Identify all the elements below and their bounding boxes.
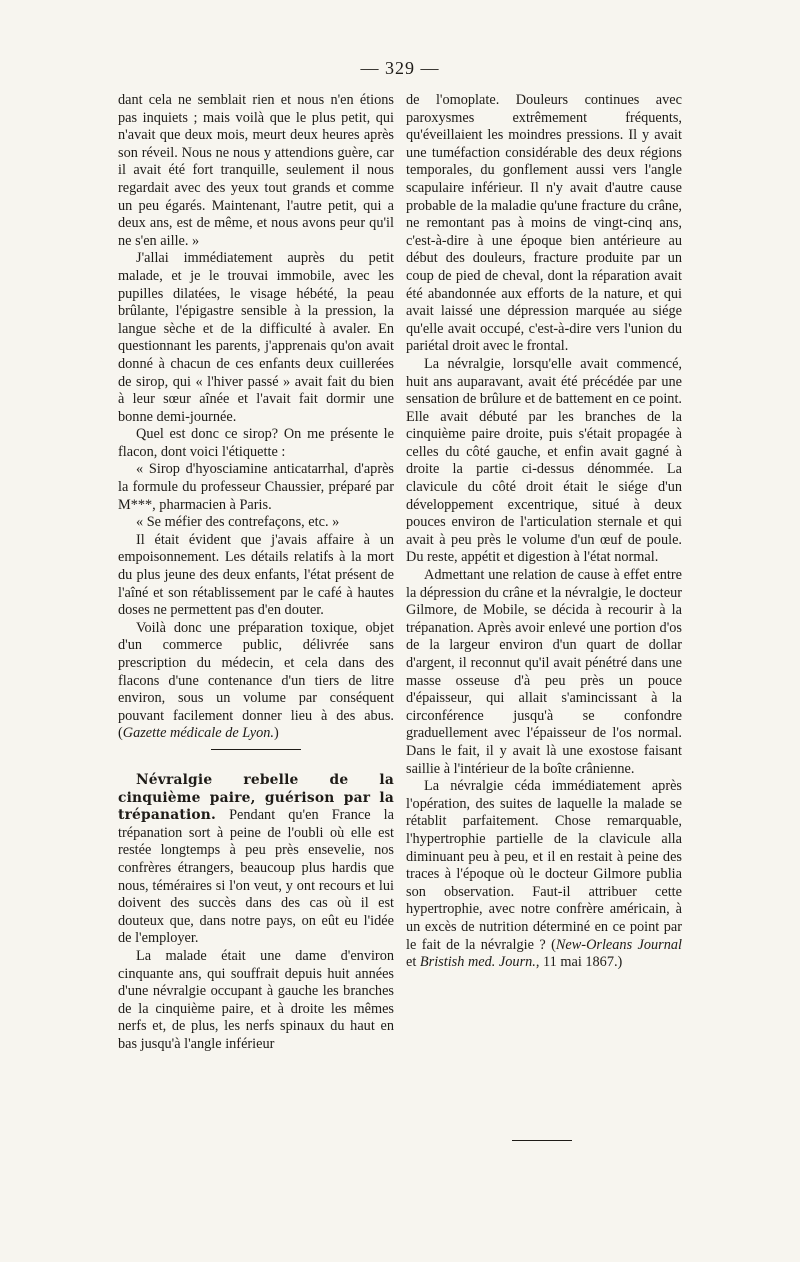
paragraph: dant cela ne semblait rien et nous n'en étions pas inquiets ; mais voilà que le plus petit, qui n'avait que deux mois, meurt deux heures après son réveil. Nous ne nous y attendions guère, car il avait été fort tranquille, seulement il nous regardait avec des yeux tout grands et comme un peu égarés. Maintenant, l'autre petit, qui a deux ans, est de même, et nous avons peur qu'il ne s'en aille. » bbox=[118, 92, 394, 249]
paragraph-text: Voilà donc une préparation toxique, objet d'un commerce public, délivrée sans prescription du médecin, et cela dans des flacons d'une contenance d'un tiers de litre environ, sous un volume par conséquent pouvant facilement donner lieu à des abus. ( bbox=[118, 619, 394, 742]
paragraph-text: , 11 mai 1867.) bbox=[535, 954, 623, 971]
paragraph: J'allai immédiatement auprès du petit malade, et je le trouvai immobile, avec les pupilles dilatées, le visage hébété, la peau brûlante, l'épigastre sensible à la pression, la langue sèche et de la difficulté à avaler. En questionnant les parents, j'apprenais qu'on avait donné à chacun de ces enfants deux cuillerées de sirop, qui « l'hiver passé » avait fait du bien à leur sœur aînée et l'avait fait dormir une bonne demi-journée. bbox=[118, 250, 394, 425]
paragraph-text: Pendant qu'en France la trépanation sort à peine de l'oubli où elle est restée longtemps à peu près ensevelie, nos confrères étrangers, beaucoup plus hardis que nous, téméraires si l'on veut, y ont recours et lui doivent des succès dans des cas où il est douteux que, dans notre pays, on eût eu l'idée de l'employer. bbox=[118, 807, 394, 947]
paragraph-text: La névralgie céda immédiatement après l'opération, des suites de laquelle la malade se rétablit parfaitement. Chose remarquable, l'hypertrophie partielle de la clavicule alla diminuant peu à peu, et il en restait à peine des traces à l'époque où le docteur Gilmore publia son observation. Faut-il attribuer cette hypertrophie, avec notre confrère américain, à un excès de nutrition déterminé en ce point par le fait de la névralgie ? ( bbox=[406, 778, 682, 953]
paragraph: de l'omoplate. Douleurs continues avec paroxysmes extrêmement fréquents, qu'éveillaient les moindres pressions. Il y avait une tuméfaction considérable des deux régions temporales, du gonflement aussi vers l'angle scapulaire inférieur. Il n'y avait d'autre cause probable de la maladie qu'une fracture du crâne, ne remontant pas à moins de vingt-cinq ans, c'est-à-dire à une époque bien antérieure au début des douleurs, fracture produite par un coup de pied de cheval, dont la réparation avait été abandonnée aux efforts de la nature, et qui avait laissé une dépression marquée au siége qu'elle avait occupé, c'est-à-dire vers l'union du pariétal droit avec le frontal. bbox=[406, 92, 682, 355]
label-quote: « Sirop d'hyosciamine anticatarrhal, d'après la formule du professeur Chaussier, préparé par M***, pharmacien à Paris. bbox=[118, 461, 394, 513]
paragraph-with-source bbox=[118, 620, 394, 743]
source-citation: Bristish med. Journ. bbox=[419, 954, 536, 971]
paragraph: Quel est donc ce sirop? On me présente le flacon, dont voici l'étiquette : bbox=[118, 426, 394, 460]
paragraph-text: ) bbox=[274, 725, 279, 742]
paragraph-with-source bbox=[406, 778, 682, 972]
paragraph: La névralgie, lorsqu'elle avait commencé, huit ans auparavant, avait été précédée par une sensation de brûlure et de battement en ce point. Elle avait débuté par les branches de la cinquième paire droite, puis s'était propagée à celles du côté gauche, et enfin avait gagné à droite la partie ci-dessus dénommée. La clavicule du côté droit était le siége d'un développement excentrique, situé à deux pouces environ de l'articulation sternale et qui avait à peu près le volume d'un œuf de poule. Du reste, appétit et digestion à l'état normal. bbox=[406, 355, 682, 566]
left-column bbox=[118, 92, 394, 1053]
end-rule bbox=[512, 1140, 572, 1141]
source-citation: New-Orleans Journal bbox=[555, 936, 683, 953]
label-quote-warning: « Se méfier des contrefaçons, etc. » bbox=[136, 514, 340, 531]
section-opening-paragraph bbox=[118, 772, 394, 948]
paragraph: La malade était une dame d'environ cinquante ans, qui souffrait depuis huit années d'une névralgie occupant à gauche les branches de la cinquième paire, et à droite les mêmes nerfs et, de plus, les nerfs spinaux du haut en bas jusqu'à l'angle inférieur bbox=[118, 947, 394, 1052]
paragraph: Admettant une relation de cause à effet entre la dépression du crâne et la névralgie, le docteur Gilmore, de Mobile, se décida à recourir à la trépanation. Après avoir enlevé une portion d'os de la largeur environ d'un quart de dollar d'argent, il reconnut qu'il avait pénétré dans une masse osseuse d'à peu près un pouce d'épaisseur, qui allait s'amincissant à la circonférence jusqu'à se confondre graduellement avec l'épaisseur de l'os normal. Dans le fait, il y avait là une exostose faisant saillie à l'intérieur de la boîte crânienne. bbox=[406, 567, 682, 777]
paragraph-text: et bbox=[406, 954, 420, 971]
source-citation: Gazette médicale de Lyon. bbox=[122, 725, 274, 742]
section-divider bbox=[211, 749, 301, 750]
section-title: Névralgie rebelle de la cinquième paire, guérison par la trépanation. bbox=[118, 771, 394, 824]
paragraph: Il était évident que j'avais affaire à un empoisonnement. Les détails relatifs à la mort du plus jeune des deux enfants, l'état présent de l'aîné et son rétablissement par le café à hautes doses ne permettent pas d'en douter. bbox=[118, 531, 394, 619]
page-number: — 329 — bbox=[360, 58, 440, 78]
right-column bbox=[406, 92, 682, 972]
